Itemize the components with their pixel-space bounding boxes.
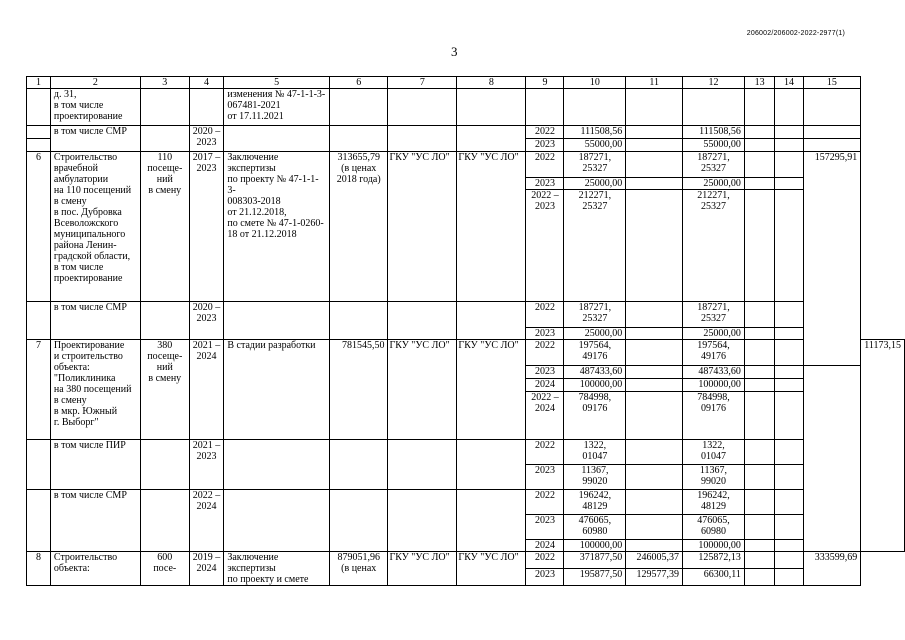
- year: 2022: [526, 552, 564, 569]
- value: 1322, 01047: [683, 440, 745, 465]
- value: 111508,56: [564, 126, 626, 139]
- col-header-10: 10: [564, 77, 626, 89]
- value: 66300,11: [683, 569, 745, 586]
- table-row: [27, 152, 905, 178]
- value: 1322, 01047: [564, 440, 626, 465]
- object-name: Строительство врачебной амбулатории на 110 посещений в смену в пос. Дубровка Всеволожского муниципального района Ленин- градской области, в том числе проектирование: [50, 152, 140, 302]
- value: 25000,00: [564, 178, 626, 190]
- value: 784998, 09176: [564, 392, 626, 440]
- value: 195877,50: [564, 569, 626, 586]
- document-id: 206002/206002-2022-2977(1): [746, 30, 845, 37]
- period: 2020 – 2023: [189, 126, 224, 152]
- value: 100000,00: [564, 379, 626, 392]
- item-number: 6: [27, 152, 51, 302]
- value: 187271, 25327: [564, 302, 626, 328]
- period: 2021 – 2024: [189, 340, 224, 440]
- year: 2023: [526, 569, 564, 586]
- estimated-cost: 781545,50: [330, 340, 388, 440]
- table-row: [27, 552, 905, 569]
- value: 197564, 49176: [564, 340, 626, 366]
- customer: ГКУ "УС ЛО": [388, 340, 457, 440]
- customer: ГКУ "УС ЛО": [388, 552, 457, 586]
- value: 246005,37: [626, 552, 683, 569]
- col-header-14: 14: [775, 77, 803, 89]
- value: 371877,50: [564, 552, 626, 569]
- year: 2023: [526, 178, 564, 190]
- value: 25000,00: [683, 328, 745, 340]
- col15-value: 11173,15: [861, 340, 905, 552]
- year: 2023: [526, 465, 564, 490]
- value: 100000,00: [564, 540, 626, 552]
- value: 129577,39: [626, 569, 683, 586]
- year: 2023: [526, 328, 564, 340]
- value: 212271, 25327: [564, 190, 626, 302]
- value: 125872,13: [683, 552, 745, 569]
- program-table: [26, 76, 905, 586]
- col-header-8: 8: [457, 77, 526, 89]
- value: 25000,00: [564, 328, 626, 340]
- developer: ГКУ "УС ЛО": [457, 152, 526, 302]
- col-header-9: 9: [526, 77, 564, 89]
- object-name: д. 31, в том числе проектирование: [50, 89, 140, 126]
- value: 55000,00: [564, 139, 626, 152]
- value: 476065, 60980: [683, 515, 745, 540]
- column-number-row: [27, 77, 905, 89]
- value: 197564, 49176: [683, 340, 745, 366]
- year: 2022 – 2023: [526, 190, 564, 302]
- col-header-3: 3: [140, 77, 189, 89]
- value: 100000,00: [683, 540, 745, 552]
- developer: ГКУ "УС ЛО": [457, 552, 526, 586]
- year: 2024: [526, 540, 564, 552]
- value: 187271, 25327: [564, 152, 626, 178]
- item-number: 8: [27, 552, 51, 586]
- sub-label: в том числе СМР: [50, 302, 140, 340]
- value: 11367, 99020: [683, 465, 745, 490]
- value: 111508,56: [683, 126, 745, 139]
- year: 2023: [526, 366, 564, 379]
- value: 212271, 25327: [683, 190, 745, 302]
- col-header-1: 1: [27, 77, 51, 89]
- table-row: [27, 340, 905, 366]
- value: 187271, 25327: [683, 302, 745, 328]
- value: 55000,00: [683, 139, 745, 152]
- col-header-12: 12: [683, 77, 745, 89]
- period: 2020 – 2023: [189, 302, 224, 340]
- year: 2022: [526, 490, 564, 515]
- year: 2022: [526, 152, 564, 178]
- col-header-6: 6: [330, 77, 388, 89]
- year: 2022: [526, 440, 564, 465]
- year: 2022: [526, 302, 564, 328]
- col-header-5: 5: [224, 77, 330, 89]
- period: 2019 – 2024: [189, 552, 224, 586]
- year: 2022: [526, 340, 564, 366]
- page-number: 3: [451, 44, 458, 59]
- table-row: [27, 440, 905, 465]
- year: 2022: [526, 126, 564, 139]
- table-row: [27, 490, 905, 515]
- value: 25000,00: [683, 178, 745, 190]
- value: 100000,00: [683, 379, 745, 392]
- capacity: 110 посеще- ний в смену: [140, 152, 189, 302]
- expertise-text: В стадии разработки: [224, 340, 330, 440]
- expertise-text: изменения № 47-1-1-3- 067481-2021 от 17.11.2021: [224, 89, 330, 126]
- period: 2022 – 2024: [189, 490, 224, 552]
- col-header-11: 11: [626, 77, 683, 89]
- estimated-cost: 313655,79 (в ценах 2018 года): [330, 152, 388, 302]
- expertise-text: Заключение экспертизы по проекту и смете: [224, 552, 330, 586]
- table-row: [27, 89, 905, 126]
- sub-label: в том числе СМР: [50, 490, 140, 552]
- col-header-4: 4: [189, 77, 224, 89]
- year: 2022 – 2024: [526, 392, 564, 440]
- col15-value: 333599,69: [803, 552, 861, 586]
- item-number: 7: [27, 340, 51, 440]
- value: 196242, 48129: [683, 490, 745, 515]
- year: 2023: [526, 139, 564, 152]
- col-header-13: 13: [744, 77, 775, 89]
- sub-label: в том числе ПИР: [50, 440, 140, 490]
- sub-label: в том числе СМР: [50, 126, 140, 152]
- value: 487433,60: [683, 366, 745, 379]
- value: 784998, 09176: [683, 392, 745, 440]
- value: 476065, 60980: [564, 515, 626, 540]
- period: 2021 – 2023: [189, 440, 224, 490]
- value: 11367, 99020: [564, 465, 626, 490]
- object-name: Проектирование и строительство объекта: "Поликлиника на 380 посещений в смену в мкр. Южный г. Выборг": [50, 340, 140, 440]
- developer: ГКУ "УС ЛО": [457, 340, 526, 440]
- expertise-text: Заключение экспертизы по проекту № 47-1-1-3- 008303-2018 от 21.12.2018, по смете № 47-1-0260- 18 от 21.12.2018: [224, 152, 330, 302]
- year: 2024: [526, 379, 564, 392]
- customer: ГКУ "УС ЛО": [388, 152, 457, 302]
- col-header-2: 2: [50, 77, 140, 89]
- col-header-15: 15: [803, 77, 861, 89]
- col15-value: 157295,91: [803, 152, 861, 366]
- capacity: 380 посеще- ний в смену: [140, 340, 189, 440]
- period: 2017 – 2023: [189, 152, 224, 302]
- year: 2023: [526, 515, 564, 540]
- value: 196242, 48129: [564, 490, 626, 515]
- estimated-cost: 879051,96 (в ценах: [330, 552, 388, 586]
- table-row: [27, 126, 905, 139]
- value: 187271, 25327: [683, 152, 745, 178]
- object-name: Строительство объекта:: [50, 552, 140, 586]
- col-header-7: 7: [388, 77, 457, 89]
- capacity: 600 посе-: [140, 552, 189, 586]
- value: 487433,60: [564, 366, 626, 379]
- table-row: [27, 302, 905, 328]
